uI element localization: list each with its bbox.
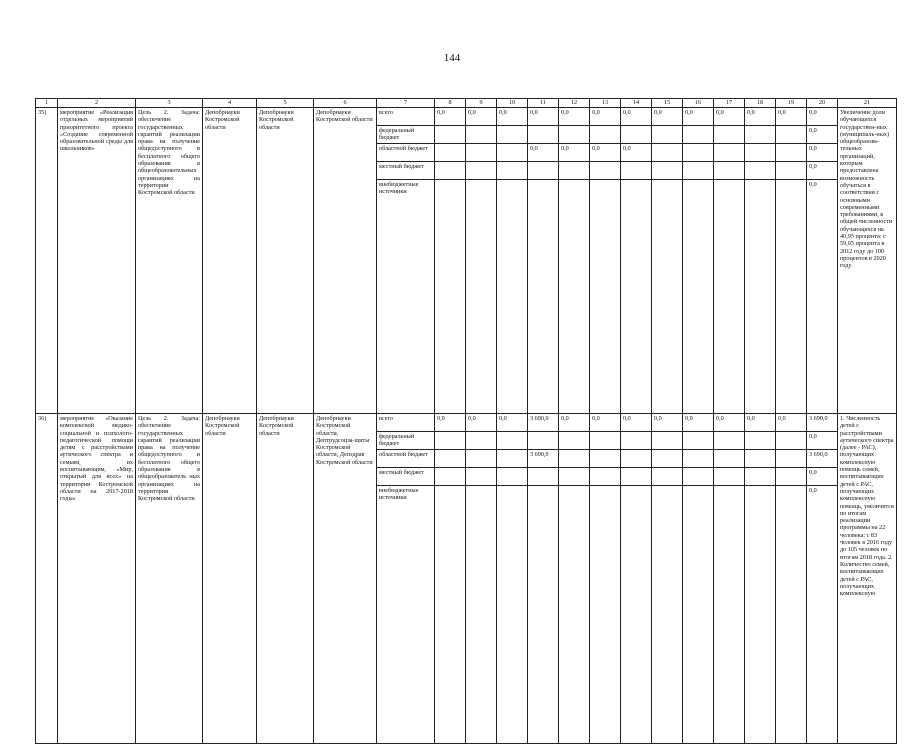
participant-cell: Депобрнауки Костромской области, Дептрудсоцза-щиты Костромской области, Депздрав Костромской области bbox=[314, 414, 377, 744]
value-cell bbox=[745, 450, 776, 468]
header-cell: 14 bbox=[621, 99, 652, 108]
value-cell: 0,0 bbox=[590, 108, 621, 126]
goal-cell: Цель 2. Задача: обеспечение государственных гарантий реализации права на получение общедоступного и бесплатного общего образования в общеобразователь ных организациях на территории Костромской области bbox=[136, 414, 203, 744]
value-cell bbox=[621, 450, 652, 468]
coexecutor-cell: Депобрнауки Костромской области bbox=[257, 414, 314, 744]
value-cell bbox=[466, 468, 497, 486]
value-cell: 0,0 bbox=[807, 180, 838, 414]
value-cell bbox=[776, 468, 807, 486]
value-cell: 0,0 bbox=[807, 432, 838, 450]
value-cell bbox=[652, 432, 683, 450]
value-cell bbox=[497, 486, 528, 744]
value-cell bbox=[497, 468, 528, 486]
row-number: 36) bbox=[36, 414, 58, 744]
header-cell: 12 bbox=[559, 99, 590, 108]
header-cell: 19 bbox=[776, 99, 807, 108]
value-cell bbox=[435, 162, 466, 180]
value-cell bbox=[776, 126, 807, 144]
value-cell bbox=[683, 162, 714, 180]
value-cell bbox=[466, 432, 497, 450]
header-cell: 4 bbox=[203, 99, 257, 108]
value-cell bbox=[590, 468, 621, 486]
value-cell bbox=[559, 126, 590, 144]
value-cell bbox=[652, 144, 683, 162]
value-cell bbox=[497, 450, 528, 468]
budget-table bbox=[35, 98, 897, 744]
value-cell bbox=[528, 180, 559, 414]
value-cell bbox=[652, 162, 683, 180]
value-cell bbox=[528, 486, 559, 744]
header-cell: 18 bbox=[745, 99, 776, 108]
value-cell: 0,0 bbox=[559, 144, 590, 162]
value-cell bbox=[683, 486, 714, 744]
value-cell: 0,0 bbox=[652, 414, 683, 432]
value-cell bbox=[745, 432, 776, 450]
value-cell bbox=[776, 144, 807, 162]
header-row bbox=[36, 99, 897, 108]
value-cell bbox=[714, 468, 745, 486]
header-cell: 10 bbox=[497, 99, 528, 108]
value-cell: 0,0 bbox=[807, 144, 838, 162]
value-cell bbox=[466, 450, 497, 468]
value-cell: 0,0 bbox=[807, 126, 838, 144]
funding-source: областной бюджет bbox=[377, 450, 435, 468]
value-cell bbox=[559, 486, 590, 744]
value-cell bbox=[652, 180, 683, 414]
value-cell: 0,0 bbox=[435, 414, 466, 432]
value-cell bbox=[466, 486, 497, 744]
header-cell: 5 bbox=[257, 99, 314, 108]
funding-source: областной бюджет bbox=[377, 144, 435, 162]
value-cell: 0,0 bbox=[466, 414, 497, 432]
event-cell: мероприятие «Оказание комплексной медико-социальной и психолого-педагогической помощи детям с расстройствами аутического спектра и семьям, их воспитывающим, «Мир, открытый для всех» на территории Костромской области на 2017-2018 годы» bbox=[58, 414, 136, 744]
table-row bbox=[36, 108, 897, 126]
value-cell: 3 690,0 bbox=[528, 414, 559, 432]
value-cell bbox=[559, 162, 590, 180]
value-cell bbox=[559, 468, 590, 486]
value-cell: 0,0 bbox=[621, 108, 652, 126]
header-cell: 3 bbox=[136, 99, 203, 108]
value-cell: 0,0 bbox=[776, 414, 807, 432]
value-cell bbox=[683, 180, 714, 414]
value-cell bbox=[776, 486, 807, 744]
value-cell bbox=[745, 486, 776, 744]
value-cell bbox=[714, 126, 745, 144]
row-number: 35) bbox=[36, 108, 58, 414]
value-cell bbox=[714, 486, 745, 744]
value-cell bbox=[683, 432, 714, 450]
value-cell bbox=[776, 162, 807, 180]
header-cell: 13 bbox=[590, 99, 621, 108]
header-cell: 2 bbox=[58, 99, 136, 108]
executor-cell: Депобрнауки Костромской области bbox=[203, 108, 257, 414]
value-cell bbox=[435, 126, 466, 144]
value-cell: 0,0 bbox=[466, 108, 497, 126]
coexecutor-cell: Депобрнауки Костромской области bbox=[257, 108, 314, 414]
value-cell bbox=[435, 450, 466, 468]
header-cell: 11 bbox=[528, 99, 559, 108]
value-cell bbox=[528, 468, 559, 486]
value-cell bbox=[559, 450, 590, 468]
value-cell: 0,0 bbox=[621, 414, 652, 432]
value-cell bbox=[466, 126, 497, 144]
value-cell bbox=[745, 162, 776, 180]
value-cell bbox=[621, 180, 652, 414]
value-cell: 0,0 bbox=[590, 414, 621, 432]
value-cell bbox=[590, 432, 621, 450]
funding-source: местный бюджет bbox=[377, 162, 435, 180]
value-cell bbox=[683, 126, 714, 144]
value-cell: 0,0 bbox=[807, 108, 838, 126]
value-cell bbox=[714, 450, 745, 468]
value-cell bbox=[621, 126, 652, 144]
value-cell bbox=[497, 126, 528, 144]
value-cell bbox=[621, 432, 652, 450]
value-cell bbox=[621, 468, 652, 486]
funding-source: внебюджетные источники bbox=[377, 486, 435, 744]
value-cell: 0,0 bbox=[683, 108, 714, 126]
value-cell: 0,0 bbox=[652, 108, 683, 126]
value-cell bbox=[652, 126, 683, 144]
value-cell bbox=[745, 180, 776, 414]
value-cell bbox=[435, 180, 466, 414]
value-cell: 0,0 bbox=[714, 108, 745, 126]
value-cell bbox=[590, 180, 621, 414]
header-cell: 6 bbox=[314, 99, 377, 108]
funding-source: федеральный бюджет bbox=[377, 432, 435, 450]
value-cell: 0,0 bbox=[621, 144, 652, 162]
value-cell bbox=[745, 144, 776, 162]
result-cell: Увеличение доли обучающихся государствен-ных (муниципаль-ных) общеобразова-тельных организаций, которым предоставлена возможность обучаться в соответствии с основными современными требованиями, в общей численности обучающихся на 40,95 процента: с 59,05 процента в 2012 году до 100 процентов в 2020 году bbox=[838, 108, 897, 414]
value-cell bbox=[466, 180, 497, 414]
value-cell: 0,0 bbox=[714, 414, 745, 432]
value-cell: 0,0 bbox=[528, 144, 559, 162]
header-cell: 17 bbox=[714, 99, 745, 108]
value-cell bbox=[435, 144, 466, 162]
event-cell: мероприятие «Реализация отдельных мероприятий приоритетного проекта «Создание современной образовательной среды для школьников» bbox=[58, 108, 136, 414]
header-cell: 8 bbox=[435, 99, 466, 108]
value-cell bbox=[652, 468, 683, 486]
value-cell bbox=[590, 450, 621, 468]
value-cell bbox=[435, 468, 466, 486]
value-cell bbox=[776, 432, 807, 450]
header-cell: 15 bbox=[652, 99, 683, 108]
value-cell: 0,0 bbox=[807, 486, 838, 744]
value-cell: 0,0 bbox=[807, 468, 838, 486]
value-cell: 3 690,0 bbox=[807, 414, 838, 432]
value-cell: 0,0 bbox=[745, 414, 776, 432]
value-cell bbox=[652, 450, 683, 468]
value-cell bbox=[590, 486, 621, 744]
value-cell: 0,0 bbox=[435, 108, 466, 126]
value-cell: 0,0 bbox=[590, 144, 621, 162]
value-cell bbox=[590, 162, 621, 180]
value-cell bbox=[621, 162, 652, 180]
value-cell bbox=[435, 432, 466, 450]
funding-source: федеральный бюджет bbox=[377, 126, 435, 144]
value-cell bbox=[714, 180, 745, 414]
header-cell: 7 bbox=[377, 99, 435, 108]
value-cell bbox=[497, 144, 528, 162]
value-cell bbox=[559, 180, 590, 414]
value-cell bbox=[683, 450, 714, 468]
value-cell: 0,0 bbox=[559, 108, 590, 126]
value-cell: 0,0 bbox=[683, 414, 714, 432]
value-cell: 0,0 bbox=[807, 162, 838, 180]
value-cell: 0,0 bbox=[497, 108, 528, 126]
result-cell: 1. Численность детей с расстройствами аутического спектра (далее - РАС), получающих комплексную помощь семей, воспитывающих детей с РАС, получающих комплексную помощь, увеличится по итогам реализации программы на 22 человека: с 83 человек в 2016 году до 105 человек по итогам 2018 года. 2. Количество семей, воспитывающих детей с РАС, получающих комплексную bbox=[838, 414, 897, 744]
value-cell: 0,0 bbox=[559, 414, 590, 432]
header-cell: 1 bbox=[36, 99, 58, 108]
value-cell: 0,0 bbox=[497, 414, 528, 432]
value-cell: 0,0 bbox=[776, 108, 807, 126]
value-cell bbox=[745, 126, 776, 144]
value-cell bbox=[683, 468, 714, 486]
goal-cell: Цель 2. Задача: обеспечение государственных гарантий реализации права на получение общедоступного и бесплатного общего образования в общеобразовательных организациях на территории Костромской области bbox=[136, 108, 203, 414]
funding-source: внебюджетные источники bbox=[377, 180, 435, 414]
value-cell bbox=[466, 162, 497, 180]
value-cell bbox=[559, 432, 590, 450]
value-cell bbox=[714, 432, 745, 450]
value-cell bbox=[714, 162, 745, 180]
header-cell: 21 bbox=[838, 99, 897, 108]
value-cell bbox=[745, 468, 776, 486]
value-cell bbox=[776, 180, 807, 414]
value-cell bbox=[497, 162, 528, 180]
participant-cell: Депобрнауки Костромской области bbox=[314, 108, 377, 414]
value-cell: 0,0 bbox=[745, 108, 776, 126]
value-cell bbox=[714, 144, 745, 162]
value-cell bbox=[466, 144, 497, 162]
header-cell: 16 bbox=[683, 99, 714, 108]
executor-cell: Депобрнауки Костромской области bbox=[203, 414, 257, 744]
value-cell: 3 690,0 bbox=[807, 450, 838, 468]
value-cell bbox=[497, 432, 528, 450]
value-cell bbox=[528, 126, 559, 144]
value-cell: 3 690,0 bbox=[528, 450, 559, 468]
value-cell bbox=[621, 486, 652, 744]
value-cell bbox=[652, 486, 683, 744]
value-cell bbox=[590, 126, 621, 144]
value-cell bbox=[497, 180, 528, 414]
table-row bbox=[36, 414, 897, 432]
value-cell bbox=[435, 486, 466, 744]
value-cell bbox=[683, 144, 714, 162]
funding-source: местный бюджет bbox=[377, 468, 435, 486]
value-cell bbox=[528, 162, 559, 180]
value-cell bbox=[528, 432, 559, 450]
header-cell: 20 bbox=[807, 99, 838, 108]
header-cell: 9 bbox=[466, 99, 497, 108]
funding-source: всего bbox=[377, 414, 435, 432]
page-number: 144 bbox=[443, 52, 461, 64]
funding-source: всего bbox=[377, 108, 435, 126]
value-cell: 0,0 bbox=[528, 108, 559, 126]
value-cell bbox=[776, 450, 807, 468]
